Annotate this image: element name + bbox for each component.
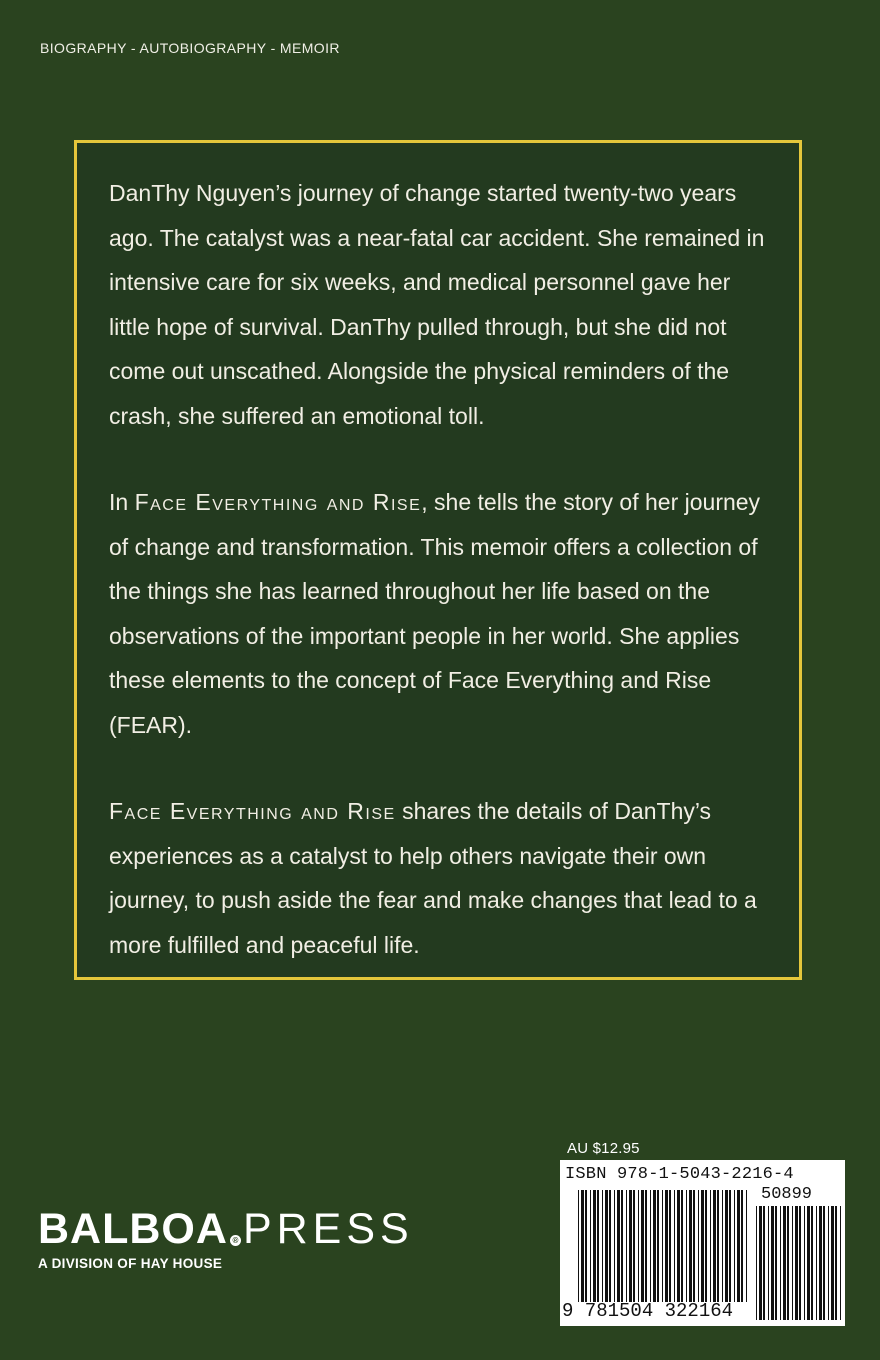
barcode-bar	[746, 1190, 747, 1302]
book-title-inline: Face Everything and Rise	[109, 798, 396, 824]
category-label: BIOGRAPHY - AUTOBIOGRAPHY - MEMOIR	[40, 40, 340, 56]
addon-bar	[831, 1206, 834, 1320]
registered-mark-icon: ®	[230, 1235, 241, 1246]
addon-code: 50899	[761, 1185, 813, 1204]
barcode-bar	[641, 1190, 644, 1302]
barcode-bar	[650, 1190, 651, 1302]
barcode-bar	[605, 1190, 608, 1302]
barcode-bar	[609, 1190, 611, 1302]
addon-bar	[783, 1206, 786, 1320]
barcode-bar	[701, 1190, 704, 1302]
barcode-bar	[653, 1190, 656, 1302]
barcode-bar	[677, 1190, 680, 1302]
barcode-bar	[698, 1190, 699, 1302]
price-label: AU $12.95	[567, 1140, 640, 1157]
barcode-bar	[621, 1190, 623, 1302]
barcode-bar	[681, 1190, 683, 1302]
barcode-bar	[669, 1190, 671, 1302]
blurb-paragraph-2	[109, 480, 769, 747]
addon-bar	[835, 1206, 837, 1320]
addon-bar	[756, 1206, 757, 1320]
addon-bar	[804, 1206, 805, 1320]
publisher-division: A DIVISION OF HAY HOUSE	[38, 1256, 223, 1271]
publisher-name-bold: BALBOA	[38, 1205, 228, 1253]
barcode-bar	[626, 1190, 627, 1302]
barcode-bar	[734, 1190, 735, 1302]
blurb-box	[74, 140, 802, 980]
addon-bar	[840, 1206, 841, 1320]
addon-bar	[787, 1206, 789, 1320]
barcode-bar	[578, 1190, 579, 1302]
blurb-paragraph-3	[109, 789, 769, 967]
blurb-paragraph-1-text: DanThy Nguyen’s journey of change started twenty-two years ago. The catalyst was a near-fatal car accident. She remained in intensive care for six weeks, and medical personnel gave her little hope of survival. DanThy pulled through, but she did not come out unscathed. Alongside the physical reminders of the crash, she suffered an emotional toll.	[109, 180, 765, 429]
barcode-bar	[665, 1190, 668, 1302]
barcode-bar	[614, 1190, 615, 1302]
addon-bar	[823, 1206, 825, 1320]
barcode-panel	[560, 1160, 845, 1326]
addon-bar	[780, 1206, 781, 1320]
barcode-bar	[602, 1190, 603, 1302]
barcode-bar	[629, 1190, 632, 1302]
barcode-bar	[590, 1190, 591, 1302]
barcode-bar	[581, 1190, 584, 1302]
barcode-bar	[674, 1190, 675, 1302]
addon-bar	[811, 1206, 813, 1320]
barcode-bar	[645, 1190, 647, 1302]
barcode-bar	[662, 1190, 663, 1302]
addon-bar	[763, 1206, 765, 1320]
addon-bar	[819, 1206, 822, 1320]
barcode-bar	[585, 1190, 587, 1302]
barcode-bar	[722, 1190, 723, 1302]
isbn-label: ISBN 978-1-5043-2216-4	[565, 1165, 794, 1184]
barcode-bar	[633, 1190, 635, 1302]
blurb-paragraph-1	[109, 171, 769, 438]
addon-bar	[771, 1206, 774, 1320]
addon-bar	[775, 1206, 777, 1320]
barcode-bar	[737, 1190, 740, 1302]
book-title-inline: Face Everything and Rise	[134, 489, 422, 515]
barcode-bar	[693, 1190, 695, 1302]
ean-digits: 9 781504 322164	[562, 1300, 734, 1322]
barcode-bar	[717, 1190, 719, 1302]
barcode-bar	[710, 1190, 711, 1302]
barcode-bar	[689, 1190, 692, 1302]
barcode-bar	[593, 1190, 596, 1302]
barcode-bar	[741, 1190, 743, 1302]
addon-bar	[799, 1206, 801, 1320]
barcode-bar	[705, 1190, 707, 1302]
addon-bar	[792, 1206, 793, 1320]
publisher-wordmark	[38, 1206, 414, 1252]
blurb-paragraph-2-prefix: In	[109, 489, 135, 515]
publisher-logo	[38, 1206, 414, 1271]
addon-bar	[816, 1206, 817, 1320]
barcode-bar	[713, 1190, 716, 1302]
barcode-bar	[657, 1190, 659, 1302]
barcode-bar	[729, 1190, 731, 1302]
addon-bar	[807, 1206, 810, 1320]
barcode-bar	[725, 1190, 728, 1302]
blurb-paragraph-2-text: , she tells the story of her journey of change and transformation. This memoir offers a collection of the things she has learned throughout her life based on the observations of the important people in her world. She applies these elements to the concept of Face Everything and Rise (FEAR).	[109, 489, 761, 738]
publisher-name-light: PRESS	[242, 1205, 414, 1253]
barcode-bar	[686, 1190, 687, 1302]
blurb-paragraph-3-text: shares the details of DanThy’s experiences as a catalyst to help others navigate their own journey, to push aside the fear and make changes that lead to a more fulfilled and peaceful life.	[109, 798, 757, 958]
barcode-bar	[638, 1190, 639, 1302]
barcode-bar	[617, 1190, 620, 1302]
addon-bar	[759, 1206, 762, 1320]
barcode-bar	[597, 1190, 599, 1302]
addon-bar	[828, 1206, 829, 1320]
addon-bar	[768, 1206, 769, 1320]
addon-bar	[795, 1206, 798, 1320]
